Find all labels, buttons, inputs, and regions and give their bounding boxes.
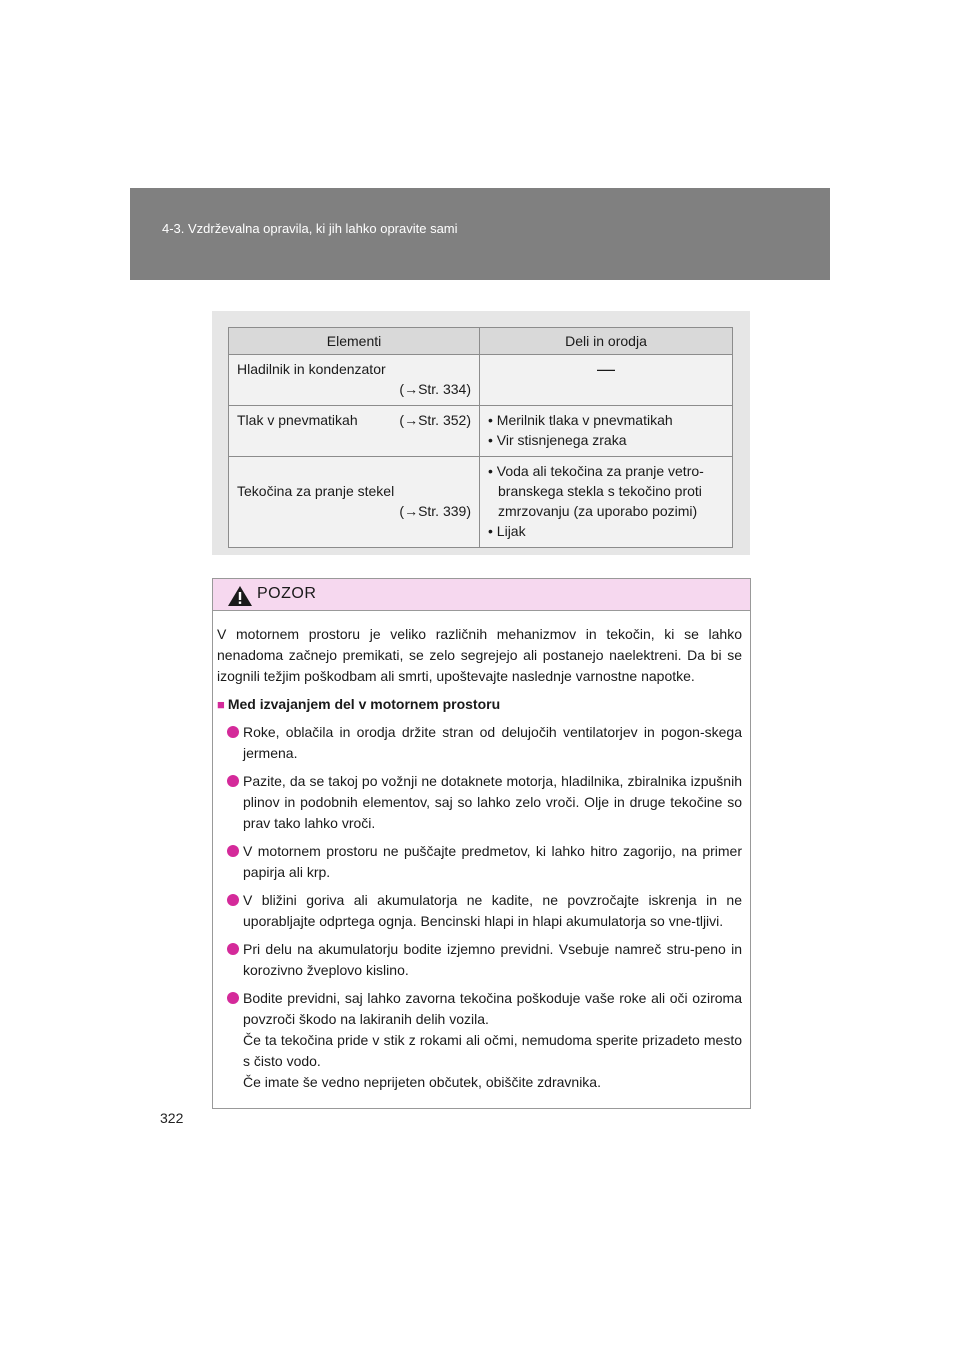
table-row	[229, 406, 733, 457]
list-item-text: Bodite previdni, saj lahko zavorna tekočina poškoduje vaše roke ali oči oziroma povzroči škodo na lakiranih delih vozila.	[243, 990, 742, 1027]
item-name: Tlak v pnevmatikah	[237, 412, 358, 428]
tool-entry: • Vir stisnjenega zraka	[488, 432, 627, 448]
item-name: Tekočina za pranje stekel	[237, 483, 395, 499]
warning-header	[213, 579, 750, 611]
list-item-text: Roke, oblačila in orodja držite stran od delujočih ventilatorjev in pogon-skega jermena.	[243, 724, 742, 761]
list-item-text: Pri delu na akumulatorju bodite izjemno previdni. Vsebuje namreč stru-peno in korozivno žveplovo kislino.	[243, 941, 742, 978]
maintenance-table-panel	[212, 311, 750, 555]
list-item	[217, 939, 742, 981]
square-bullet-icon: ■	[217, 697, 225, 712]
tools-cell	[480, 355, 733, 406]
circle-bullet-icon	[227, 845, 239, 857]
section-heading-text: Med izvajanjem del v motornem prostoru	[227, 696, 501, 712]
circle-bullet-icon	[227, 775, 239, 787]
list-item	[217, 988, 742, 1093]
list-item-text: Če imate še vedno neprijeten občutek, obiščite zdravnika.	[243, 1074, 601, 1090]
circle-bullet-icon	[227, 943, 239, 955]
warning-title: POZOR	[257, 585, 317, 602]
tool-entry: • Lijak	[488, 523, 526, 539]
warning-body	[213, 611, 750, 1093]
tool-entry: • Merilnik tlaka v pnevmatikah	[488, 412, 673, 428]
table-row	[229, 457, 733, 548]
list-item-text: Pazite, da se takoj po vožnji ne dotaknete motorja, hladilnika, zbiralnika izpušnih plinov in podobnih elementov, saj so lahko zelo vroči. Olje in druge tekočine so prav tako lahko vroči.	[243, 773, 742, 831]
page-reference: (→Str. 352)	[399, 412, 471, 428]
section-heading	[217, 694, 742, 715]
page-number: 322	[160, 1110, 184, 1126]
warning-triangle-icon	[227, 585, 253, 607]
list-item-text: Če ta tekočina pride v stik z rokami ali očmi, nemudoma sperite prizadeto mesto s čisto vodo.	[243, 1032, 742, 1069]
item-cell	[229, 406, 480, 457]
item-cell	[229, 355, 480, 406]
warning-box	[212, 578, 751, 1109]
item-cell	[229, 457, 480, 548]
tool-entry: • Voda ali tekočina za pranje vetro-	[488, 463, 704, 479]
list-item	[217, 722, 742, 764]
circle-bullet-icon	[227, 992, 239, 1004]
maintenance-items-table	[228, 327, 733, 548]
warning-intro: V motornem prostoru je veliko različnih mehanizmov in tekočin, ki se lahko nenadoma začnejo premikati, se zelo segrejejo ali postanejo naelektreni. Da bi se izognili težjim poškodbam ali smrti, upoštevajte naslednje varnostne napotke.	[217, 626, 742, 684]
table-row	[229, 355, 733, 406]
item-name: Hladilnik in kondenzator	[237, 361, 386, 377]
list-item	[217, 890, 742, 932]
page-reference: (→Str. 339)	[399, 503, 471, 519]
list-item-text: V bližini goriva ali akumulatorja ne kadite, ne povzročajte iskrenja in ne uporabljajte odprtega ognja. Bencinski hlapi in hlapi akumulatorja so vne-tljivi.	[243, 892, 742, 929]
column-header-items: Elementi	[229, 328, 480, 355]
list-item-text: V motornem prostoru ne puščajte predmetov, ki lahko hitro zagorijo, na primer papirja ali krp.	[243, 843, 742, 880]
list-item	[217, 841, 742, 883]
tools-cell	[480, 457, 733, 548]
chapter-title: 4-3. Vzdrževalna opravila, ki jih lahko opravite sami	[162, 221, 458, 236]
table-header-row	[229, 328, 733, 355]
column-header-tools: Deli in orodja	[480, 328, 733, 355]
chapter-header-band	[130, 188, 830, 280]
tool-entry-continued: branskega stekla s tekočino proti	[498, 483, 702, 499]
page-reference: (→Str. 334)	[399, 381, 471, 397]
tools-cell	[480, 406, 733, 457]
list-item	[217, 771, 742, 834]
no-tools-dash: —	[597, 359, 615, 379]
circle-bullet-icon	[227, 726, 239, 738]
circle-bullet-icon	[227, 894, 239, 906]
tool-entry-continued: zmrzovanju (za uporabo pozimi)	[498, 503, 698, 519]
